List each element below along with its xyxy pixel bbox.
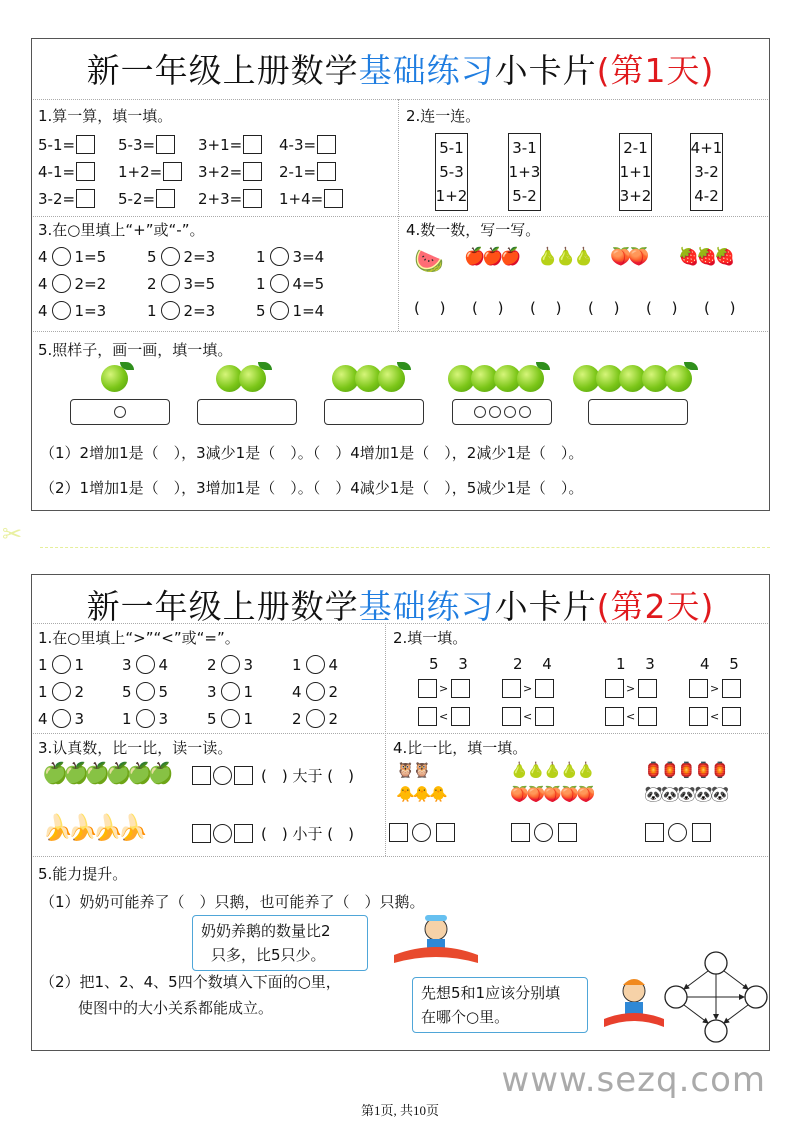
compare-circle <box>221 655 240 674</box>
compare-answer <box>510 823 577 842</box>
match-group <box>619 133 652 211</box>
divider <box>33 623 768 624</box>
practice-card-day1 <box>31 38 770 511</box>
calc-item <box>38 158 118 185</box>
answer-box <box>451 707 470 726</box>
answer-box <box>638 707 657 726</box>
number-pair: 2 4 <box>513 655 552 673</box>
section-heading: 4.比一比，填一填。 <box>393 739 528 757</box>
reading-kid-icon <box>392 909 482 969</box>
op-item <box>147 243 256 270</box>
compare-circle <box>52 709 71 728</box>
op-item <box>256 297 366 324</box>
apple-group <box>573 359 688 393</box>
compare-item <box>292 651 376 678</box>
op-item <box>38 243 147 270</box>
hint-line: 先想5和1应该分别填 <box>421 984 561 1002</box>
match-item: 3-1 <box>512 139 537 157</box>
answer-box <box>243 135 262 154</box>
answer-paren: ( ) <box>414 299 446 317</box>
hint-bubble <box>192 915 368 971</box>
card2-title <box>32 581 769 628</box>
relation-sign: < <box>626 710 636 723</box>
calc-item <box>279 131 359 158</box>
calc-item <box>38 131 118 158</box>
answer-box <box>324 189 343 208</box>
match-item: 1+2 <box>435 187 468 205</box>
operand: 4 <box>158 655 169 674</box>
answer-paren: ( ) <box>646 299 678 317</box>
op-circle <box>270 247 289 266</box>
fruit-group: 🍉 <box>414 247 441 275</box>
compare-item <box>38 651 122 678</box>
drawn-circle <box>504 406 516 418</box>
watermark: www.sezq.com <box>501 1060 766 1100</box>
calc-item <box>118 185 198 212</box>
scissors-icon: ✂ <box>2 520 23 548</box>
drawn-circle <box>114 406 126 418</box>
calc-item <box>38 185 118 212</box>
answer-box <box>605 679 624 698</box>
answer-box <box>689 707 708 726</box>
operand: 1 <box>38 655 48 674</box>
icon-group: 🐥🐥🐥 <box>396 785 447 803</box>
compare-item <box>38 705 122 732</box>
calc-expression: 5-3= <box>118 135 156 154</box>
title-highlight: 基础练习 <box>358 51 495 90</box>
apple-icon <box>665 365 692 392</box>
op-item <box>38 297 147 324</box>
card1-title <box>32 45 769 92</box>
operand: 5 <box>207 709 217 728</box>
section-heading: 2.连一连。 <box>406 107 481 125</box>
calc-expression: 1+4= <box>279 189 324 208</box>
fruit-group: 🍑🍑 <box>610 247 647 267</box>
relation-sign: > <box>626 682 636 695</box>
match-item: 4+1 <box>690 139 723 157</box>
fill-row <box>417 679 470 698</box>
op-circle <box>161 247 180 266</box>
banana-row: 🍌🍌🍌🍌 <box>42 813 143 842</box>
operand: 1 <box>256 247 266 266</box>
section-heading: 5.照样子，画一画，填一填。 <box>38 341 233 359</box>
compare-item <box>122 651 207 678</box>
title-highlight: 基础练习 <box>358 587 495 626</box>
answer-box <box>535 707 554 726</box>
relation-sign: < <box>523 710 533 723</box>
op-item <box>256 270 366 297</box>
drawn-circle <box>474 406 486 418</box>
apple-icon <box>517 365 544 392</box>
drawing-box <box>70 399 170 425</box>
compare-item <box>122 705 207 732</box>
operand: 4 <box>328 655 339 674</box>
compare-item <box>207 705 292 732</box>
title-day: (第1天) <box>596 51 715 90</box>
apple-icon <box>239 365 266 392</box>
compare-circle <box>668 823 687 842</box>
compare-item <box>292 705 376 732</box>
calc-expression: 3+2= <box>198 162 243 181</box>
operand: 2 <box>74 682 85 701</box>
answer-box <box>511 823 530 842</box>
divider <box>33 856 768 857</box>
match-item: 5-1 <box>439 139 464 157</box>
match-item: 1+1 <box>619 163 652 181</box>
leaf-icon <box>258 362 272 370</box>
operand: 1 <box>38 682 48 701</box>
number-pair: 5 3 <box>429 655 468 673</box>
operand: 1 <box>122 709 132 728</box>
hint-line: 奶奶养鹅的数量比2 <box>201 922 331 940</box>
match-group <box>508 133 541 211</box>
relation-sign: < <box>439 710 449 723</box>
operand: 5 <box>256 301 266 320</box>
compare-circle <box>306 682 325 701</box>
operand: 1=5 <box>74 247 107 266</box>
fruit-group: 🍎🍎🍎 <box>464 247 519 267</box>
section-heading: 1.算一算，填一填。 <box>38 107 173 125</box>
answer-box <box>317 162 336 181</box>
operand: 4 <box>38 274 48 293</box>
answer-box <box>418 679 437 698</box>
hint-bubble <box>412 977 588 1033</box>
calc-item <box>198 131 279 158</box>
calc-expression: 4-1= <box>38 162 76 181</box>
calc-expression: 1+2= <box>118 162 163 181</box>
answer-box <box>389 823 408 842</box>
question-1: （1）奶奶可能养了（ ）只鹅，也可能养了（ ）只鹅。 <box>40 893 425 911</box>
compare-circle <box>136 709 155 728</box>
operand: 3=4 <box>292 247 325 266</box>
answer-box <box>418 707 437 726</box>
answer-box <box>451 679 470 698</box>
fill-row <box>501 679 554 698</box>
compare-circle <box>306 709 325 728</box>
answer-box <box>243 162 262 181</box>
operand: 3 <box>207 682 217 701</box>
calc-item <box>279 185 359 212</box>
calc-expression: 3+1= <box>198 135 243 154</box>
op-item <box>256 243 366 270</box>
op-circle <box>270 274 289 293</box>
operand: 2=2 <box>74 274 107 293</box>
match-item: 1+3 <box>508 163 541 181</box>
divider <box>33 216 768 217</box>
answer-box <box>243 189 262 208</box>
apple-group <box>448 359 540 393</box>
operand: 1 <box>243 682 254 701</box>
compare-circle <box>412 823 431 842</box>
operand: 3 <box>122 655 132 674</box>
leaf-icon <box>120 362 134 370</box>
operand: 1 <box>74 655 85 674</box>
answer-paren: ( ) <box>704 299 736 317</box>
answer-paren: ( ) <box>530 299 562 317</box>
divider <box>398 99 399 331</box>
operand: 5 <box>158 682 169 701</box>
section-heading: 3.在○里填上“+”或“-”。 <box>38 221 205 239</box>
section-heading: 4.数一数，写一写。 <box>406 221 541 239</box>
operand: 4 <box>38 709 48 728</box>
less-row <box>192 823 354 844</box>
drawing-box <box>452 399 552 425</box>
op-circle <box>52 247 71 266</box>
operand: 3 <box>158 709 169 728</box>
title-part: 小卡片 <box>494 587 597 626</box>
answer-box <box>535 679 554 698</box>
op-circle <box>270 301 289 320</box>
operand: 3 <box>243 655 254 674</box>
drawn-circle <box>489 406 501 418</box>
section-heading: 5.能力提升。 <box>38 865 128 883</box>
compare-circle <box>136 682 155 701</box>
operand: 2 <box>292 709 302 728</box>
compare-circle <box>52 655 71 674</box>
fill-row <box>604 679 657 698</box>
fill-row <box>604 707 657 726</box>
answer-box <box>605 707 624 726</box>
leaf-icon <box>536 362 550 370</box>
apple-icon <box>378 365 405 392</box>
hint-line: 在哪个○里。 <box>421 1008 510 1026</box>
answer-box <box>638 679 657 698</box>
compare-item <box>207 678 292 705</box>
answer-box <box>502 679 521 698</box>
match-group <box>690 133 723 211</box>
leaf-icon <box>397 362 411 370</box>
operand: 2 <box>147 274 157 293</box>
answer-box <box>558 823 577 842</box>
fill-row <box>688 707 741 726</box>
answer-box <box>722 679 741 698</box>
relation-diagram <box>664 951 768 1041</box>
match-item: 3+2 <box>619 187 652 205</box>
answer-box <box>163 162 182 181</box>
fill-row <box>688 679 741 698</box>
question-2-line1: （2）把1、2、4、5四个数填入下面的○里， <box>40 973 341 991</box>
apple-group <box>332 359 401 393</box>
answer-box <box>645 823 664 842</box>
drawing-box <box>588 399 688 425</box>
calc-item <box>198 158 279 185</box>
op-circle <box>52 301 71 320</box>
operand: 2 <box>207 655 217 674</box>
fruit-group: 🍓🍓🍓 <box>678 247 733 267</box>
question-2: （2）1增加1是（ ），3增加1是（ ）。（ ）4减少1是（ ），5减少1是（ ）。 <box>40 479 584 497</box>
answer-box <box>689 679 708 698</box>
divider <box>33 733 768 734</box>
calc-item <box>118 158 198 185</box>
greater-row <box>192 765 354 786</box>
op-circle <box>161 301 180 320</box>
section-heading: 3.认真数，比一比，读一读。 <box>38 739 233 757</box>
relation-sign: > <box>439 682 449 695</box>
fruit-group: 🍐🍐🍐 <box>537 247 592 267</box>
compare-circle <box>136 655 155 674</box>
calc-item <box>198 185 279 212</box>
answer-box <box>722 707 741 726</box>
icon-group: 🐼🐼🐼🐼🐼 <box>644 785 728 803</box>
compare-grid <box>38 651 376 732</box>
compare-item <box>292 678 376 705</box>
match-group <box>435 133 468 211</box>
hint-line: 只多，比5只少。 <box>211 946 326 964</box>
compare-circle <box>52 682 71 701</box>
drawing-box <box>197 399 297 425</box>
match-item: 3-2 <box>694 163 719 181</box>
icon-group: 🍑🍑🍑🍑🍑 <box>510 785 594 803</box>
calc-item <box>279 158 359 185</box>
operand: 1 <box>292 655 302 674</box>
section-heading: 1.在○里填上“>”“<”或“=”。 <box>38 629 240 647</box>
operand: 2 <box>328 682 339 701</box>
drawing-box <box>324 399 424 425</box>
op-circle <box>52 274 71 293</box>
op-circle <box>161 274 180 293</box>
question-2-line2: 使图中的大小关系都能成立。 <box>78 999 274 1017</box>
calc-item <box>118 131 198 158</box>
number-pair: 4 5 <box>700 655 739 673</box>
title-part: 新一年级上册数学 <box>86 587 359 626</box>
op-item <box>147 270 256 297</box>
answer-box <box>76 135 95 154</box>
operand: 1=4 <box>292 301 325 320</box>
apple-group <box>101 359 124 393</box>
calc-expression: 2-1= <box>279 162 317 181</box>
match-item: 5-3 <box>439 163 464 181</box>
greater-text: ( ) 大于 ( ) <box>261 767 354 785</box>
compare-circle <box>306 655 325 674</box>
relation-sign: > <box>710 682 720 695</box>
compare-answer <box>388 823 455 842</box>
match-item: 5-2 <box>512 187 537 205</box>
drawn-circle <box>519 406 531 418</box>
answer-box <box>76 162 95 181</box>
operand: 4 <box>38 301 48 320</box>
title-day: (第2天) <box>596 587 715 626</box>
practice-card-day2 <box>31 574 770 1051</box>
relation-sign: < <box>710 710 720 723</box>
calc-expression: 3-2= <box>38 189 76 208</box>
divider <box>33 99 768 100</box>
title-part: 小卡片 <box>494 51 597 90</box>
operand: 1=3 <box>74 301 107 320</box>
divider <box>385 623 386 856</box>
section-heading: 2.填一填。 <box>393 629 468 647</box>
answer-box <box>317 135 336 154</box>
answer-paren: ( ) <box>588 299 620 317</box>
operand: 4=5 <box>292 274 325 293</box>
operand: 5 <box>147 247 157 266</box>
operand: 2=3 <box>183 247 216 266</box>
op-item <box>147 297 256 324</box>
answer-box <box>76 189 95 208</box>
operand: 2 <box>328 709 339 728</box>
match-item: 2-1 <box>623 139 648 157</box>
op-item <box>38 270 147 297</box>
operand: 4 <box>38 247 48 266</box>
operand: 1 <box>243 709 254 728</box>
compare-item <box>207 651 292 678</box>
fill-row <box>501 707 554 726</box>
compare-item <box>122 678 207 705</box>
relation-sign: > <box>523 682 533 695</box>
operand: 4 <box>292 682 302 701</box>
icon-group: 🦉🦉 <box>396 761 430 779</box>
page-footer: 第1页, 共10页 <box>360 1103 439 1118</box>
calc-expression: 4-3= <box>279 135 317 154</box>
less-text: ( ) 小于 ( ) <box>261 825 354 843</box>
title-part: 新一年级上册数学 <box>86 51 359 90</box>
question-1: （1）2增加1是（ ），3减少1是（ ）。（ ）4增加1是（ ），2减少1是（ ）。 <box>40 444 584 462</box>
icon-group: 🏮🏮🏮🏮🏮 <box>644 761 728 779</box>
answer-paren: ( ) <box>472 299 504 317</box>
op-grid <box>38 243 366 324</box>
compare-answer <box>644 823 711 842</box>
divider <box>33 331 768 332</box>
operand: 1 <box>256 274 266 293</box>
answer-box <box>156 189 175 208</box>
calc-expression: 5-2= <box>118 189 156 208</box>
calc-grid <box>38 131 359 212</box>
leaf-icon <box>684 362 698 370</box>
operand: 3 <box>74 709 85 728</box>
calc-expression: 2+3= <box>198 189 243 208</box>
apple-icon <box>101 365 128 392</box>
answer-box <box>692 823 711 842</box>
answer-box <box>502 707 521 726</box>
operand: 2=3 <box>183 301 216 320</box>
compare-circle <box>221 709 240 728</box>
match-item: 4-2 <box>694 187 719 205</box>
number-pair: 1 3 <box>616 655 655 673</box>
operand: 1 <box>147 301 157 320</box>
fill-row <box>417 707 470 726</box>
sitting-kid-icon <box>600 975 670 1035</box>
cut-line <box>40 547 770 548</box>
apple-group <box>216 359 262 393</box>
apple-row: 🍏🍏🍏🍏🍏🍏 <box>42 761 169 785</box>
compare-circle <box>534 823 553 842</box>
icon-group: 🍐🍐🍐🍐🍐 <box>510 761 594 779</box>
compare-circle <box>221 682 240 701</box>
operand: 5 <box>122 682 132 701</box>
calc-expression: 5-1= <box>38 135 76 154</box>
answer-box <box>156 135 175 154</box>
operand: 3=5 <box>183 274 216 293</box>
compare-item <box>38 678 122 705</box>
answer-box <box>436 823 455 842</box>
